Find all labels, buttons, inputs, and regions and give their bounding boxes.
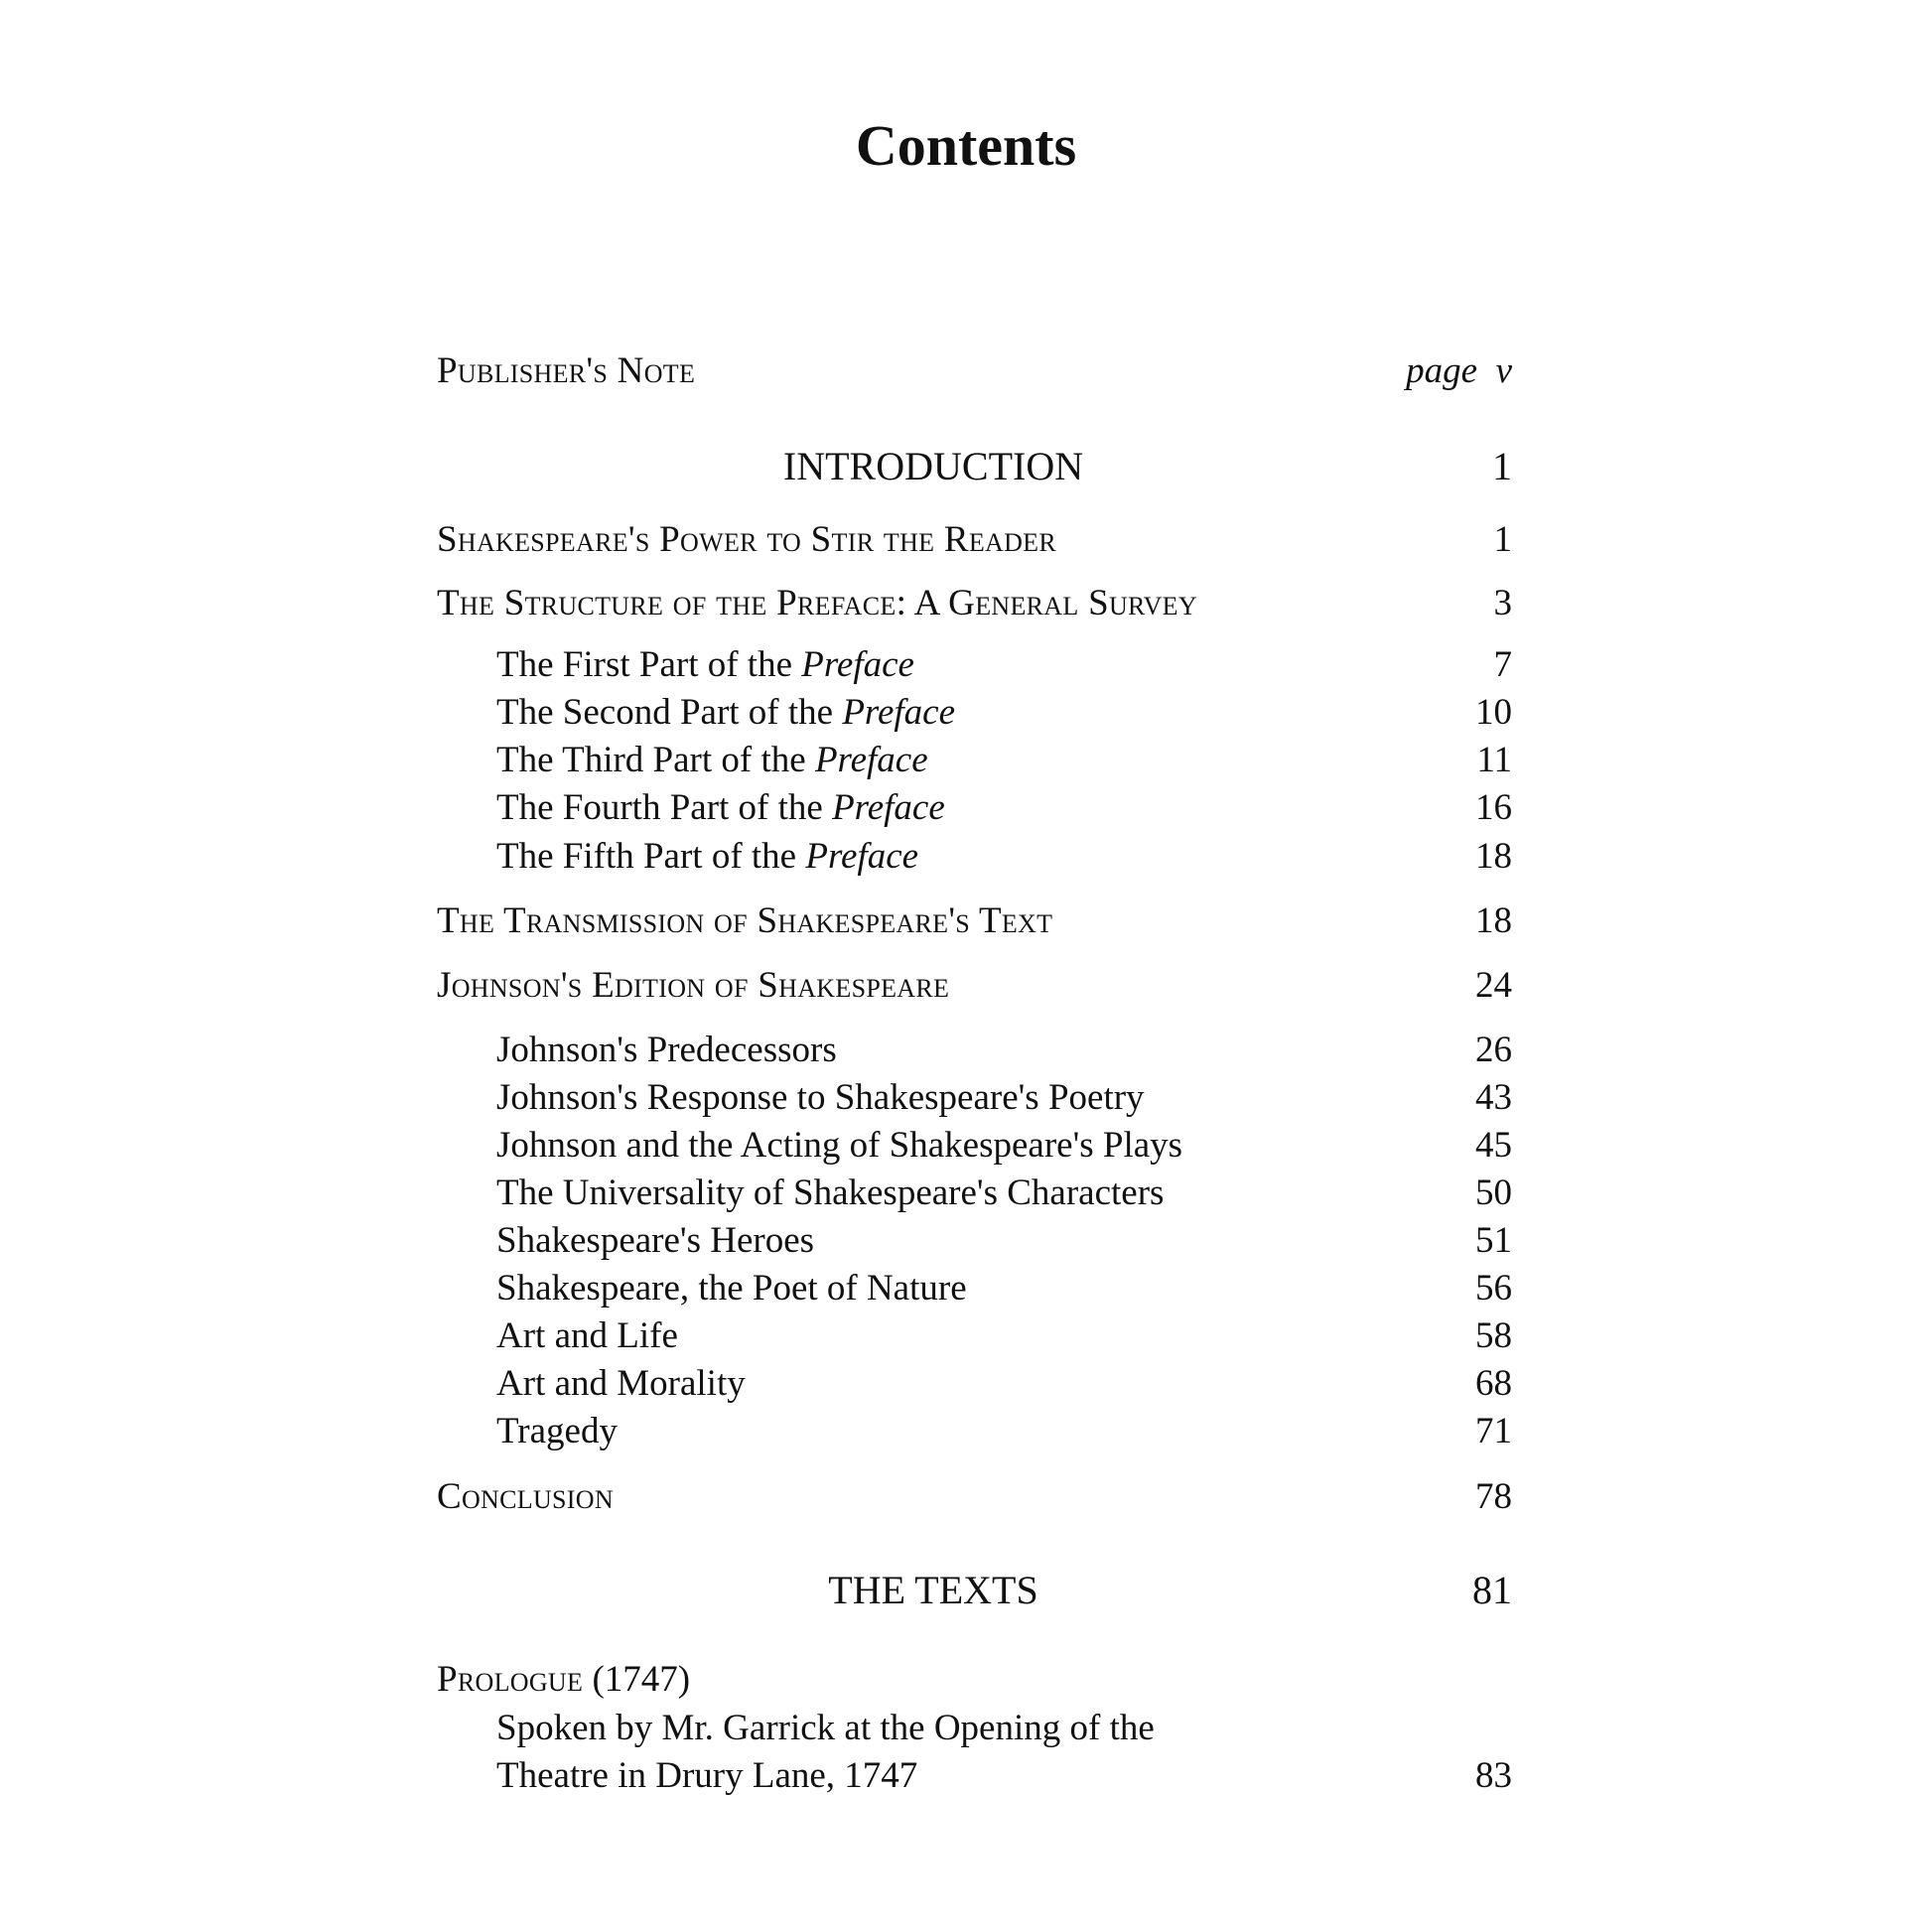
toc-entry-page: 45: [1475, 1125, 1512, 1166]
toc-entry-page: 11: [1476, 740, 1512, 780]
toc-entry-label: The Fifth Part of the Preface: [496, 836, 919, 877]
toc-entry-page: 26: [1475, 1030, 1512, 1070]
toc-entry-label: The Transmission of Shakespeare's Text: [437, 900, 1053, 941]
toc-entry-page: 50: [1475, 1173, 1512, 1213]
toc-entry-first-part[interactable]: [437, 641, 1512, 689]
toc-entry-tragedy[interactable]: [437, 1408, 1512, 1455]
toc-entry-fifth-part[interactable]: [437, 833, 1512, 881]
page-number: v: [1495, 350, 1512, 391]
toc-entry-label: The Fourth Part of the Preface: [496, 787, 945, 828]
toc-entry-heroes[interactable]: [437, 1217, 1512, 1265]
toc-entry-transmission[interactable]: [437, 897, 1512, 945]
section-heading: THE TEXTS: [828, 1568, 1038, 1612]
toc-entry-prologue[interactable]: [437, 1656, 1512, 1704]
toc-entry-label: Prologue (1747): [437, 1659, 691, 1700]
toc-entry-page: 1: [1492, 444, 1512, 488]
toc-entry-page: 78: [1475, 1476, 1512, 1517]
toc-entry-structure[interactable]: [437, 580, 1512, 627]
toc-entry-label: Shakespeare's Power to Stir the Reader: [437, 519, 1057, 560]
toc-entry-label: Johnson's Predecessors: [496, 1030, 837, 1070]
page-title: Contents: [855, 113, 1077, 178]
toc-entry-second-part[interactable]: [437, 689, 1512, 737]
toc-entry-label: Publisher's Note: [437, 350, 696, 391]
toc-entry-label: Johnson's Edition of Shakespeare: [437, 965, 950, 1006]
toc-entry-page: 68: [1475, 1363, 1512, 1404]
toc-entry-page: 24: [1475, 965, 1512, 1006]
toc-entry-predecessors[interactable]: [437, 1027, 1512, 1074]
toc-entry-conclusion[interactable]: [437, 1473, 1512, 1521]
toc-entry-page: 43: [1475, 1077, 1512, 1118]
toc-entry-page: 3: [1493, 583, 1512, 623]
toc-entry-page: 71: [1475, 1411, 1512, 1451]
toc-entry-page: 18: [1475, 836, 1512, 877]
toc-entry-label: The Structure of the Preface: A General Survey: [437, 583, 1197, 623]
toc-entry-art-life[interactable]: [437, 1312, 1512, 1360]
toc-entry-page: [1406, 347, 1512, 395]
toc-entry-label: Johnson and the Acting of Shakespeare's Plays: [496, 1125, 1183, 1166]
toc-entry-label: Johnson's Response to Shakespeare's Poetry: [496, 1077, 1145, 1118]
toc-entry-label: The Universality of Shakespeare's Characters: [496, 1173, 1165, 1213]
toc-entry-label: Shakespeare, the Poet of Nature: [496, 1268, 967, 1309]
toc-entry-page: 7: [1493, 644, 1512, 685]
toc-entry-label: Tragedy: [496, 1411, 618, 1451]
toc-entry-label: Art and Morality: [496, 1363, 746, 1404]
toc-entry-label: Art and Life: [496, 1315, 678, 1356]
toc-entry-label: Conclusion: [437, 1476, 614, 1517]
toc-entry-poet-of-nature[interactable]: [437, 1265, 1512, 1312]
toc-entry-page: 56: [1475, 1268, 1512, 1309]
toc-entry-response-poetry[interactable]: [437, 1074, 1512, 1122]
toc-entry-fourth-part[interactable]: [437, 784, 1512, 832]
toc-entry-page: 18: [1475, 900, 1512, 941]
toc-section-the-texts[interactable]: [437, 1567, 1512, 1614]
toc-entry-third-part[interactable]: [437, 737, 1512, 784]
toc-entry-page: 51: [1475, 1220, 1512, 1261]
toc-entry-publishers-note[interactable]: [437, 347, 1512, 395]
toc-entry-page: 58: [1475, 1315, 1512, 1356]
toc-entry-label: The First Part of the Preface: [496, 644, 914, 685]
toc-entry-universality[interactable]: [437, 1170, 1512, 1217]
toc-entry-acting[interactable]: [437, 1122, 1512, 1170]
toc-entry-page: 83: [1475, 1755, 1512, 1796]
page-word: page: [1406, 350, 1478, 391]
toc-entry-label: The Third Part of the Preface: [496, 740, 928, 780]
toc-section-introduction[interactable]: [437, 443, 1512, 490]
toc-entry-label: The Second Part of the Preface: [496, 692, 956, 733]
toc-entry-page: 81: [1472, 1568, 1512, 1612]
toc-entry-page: 1: [1493, 519, 1512, 560]
toc-entry-label: Shakespeare's Heroes: [496, 1220, 815, 1261]
toc-entry-label: Theatre in Drury Lane, 1747: [496, 1755, 918, 1796]
toc-entry-art-morality[interactable]: [437, 1360, 1512, 1408]
toc-entry-spoken-line2[interactable]: [437, 1752, 1512, 1800]
toc-entry-page: 16: [1475, 787, 1512, 828]
toc-entry-spoken-line1[interactable]: [437, 1705, 1512, 1752]
toc-entry-johnsons-edition[interactable]: [437, 962, 1512, 1010]
toc-entry-power-to-stir[interactable]: [437, 516, 1512, 564]
toc-entry-page: 10: [1475, 692, 1512, 733]
toc-entry-label: Spoken by Mr. Garrick at the Opening of the: [496, 1708, 1155, 1748]
section-heading: INTRODUCTION: [782, 444, 1084, 488]
